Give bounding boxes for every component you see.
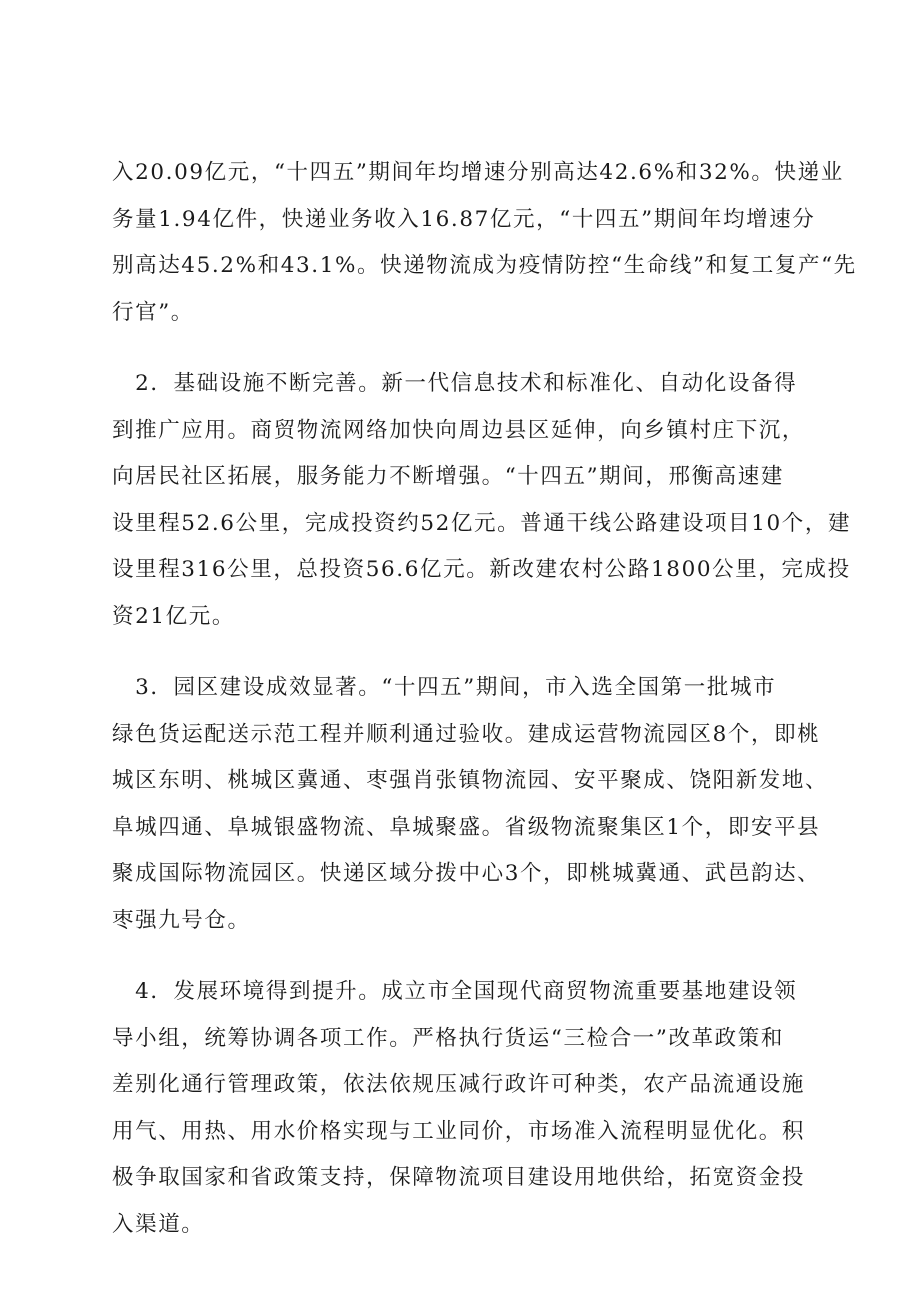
text-line: 城区东明、桃城区冀通、枣强肖张镇物流园、安平聚成、饶阳新发地、 <box>112 768 829 793</box>
text-line: 极争取国家和省政策支持，保障物流项目建设用地供给，拓宽资金投 <box>112 1165 806 1190</box>
text-line: 4．发展环境得到提升。成立市全国现代商贸物流重要基地建设领 <box>112 979 798 1004</box>
document-body <box>112 150 857 1248</box>
text-line: 聚成国际物流园区。快递区域分拨中心3个，即桃城冀通、武邑韵达、 <box>112 861 821 886</box>
paragraph-express-delivery <box>112 150 857 336</box>
text-line: 入渠道。 <box>112 1211 205 1237</box>
paragraph-gap <box>112 944 824 969</box>
text-line: 枣强九号仓。 <box>112 907 251 933</box>
text-line: 设里程316公里，总投资56.6亿元。新改建农村公路1800公里，完成投 <box>112 557 851 582</box>
text-line: 阜城四通、阜城银盛物流、阜城聚盛。省级物流聚集区1个，即安平县 <box>112 814 821 840</box>
text-line: 到推广应用。商贸物流网络加快向周边县区延伸，向乡镇村庄下沉， <box>112 417 806 443</box>
text-line: 别高达45.2%和43.1%。快递物流成为疫情防控“生命线”和复工复产“先 <box>112 253 857 278</box>
text-line: 向居民社区拓展，服务能力不断增强。“十四五”期间，邢衡高速建 <box>112 464 784 489</box>
text-line: 入20.09亿元，“十四五”期间年均增速分别高达42.6%和32%。快递业 <box>112 160 844 185</box>
text-line: 绿色货运配送示范工程并顺利通过验收。建成运营物流园区8个，即桃 <box>112 721 821 747</box>
text-line: 3．园区建设成效显著。“十四五”期间，市入选全国第一批城市 <box>112 675 777 700</box>
text-line: 导小组，统筹协调各项工作。严格执行货运“三检合一”改革政策和 <box>112 1025 784 1051</box>
text-line: 2．基础设施不断完善。新一代信息技术和标准化、自动化设备得 <box>112 371 798 396</box>
text-line: 差别化通行管理政策，依法依规压减行政许可种类，农产品流通设施 <box>112 1072 806 1097</box>
text-line: 行官”。 <box>112 299 194 325</box>
paragraph-gap <box>112 640 824 665</box>
paragraph-infrastructure <box>112 361 852 640</box>
paragraph-development-environment <box>112 969 824 1248</box>
text-line: 务量1.94亿件，快递业务收入16.87亿元，“十四五”期间年均增速分 <box>112 206 816 232</box>
paragraph-logistics-parks <box>112 665 829 944</box>
paragraph-gap <box>112 336 824 361</box>
text-line: 用气、用热、用水价格实现与工业同价，市场准入流程明显优化。积 <box>112 1118 806 1144</box>
text-line: 资21亿元。 <box>112 603 235 629</box>
text-line: 设里程52.6公里，完成投资约52亿元。普通干线公路建设项目10个，建 <box>112 510 852 536</box>
